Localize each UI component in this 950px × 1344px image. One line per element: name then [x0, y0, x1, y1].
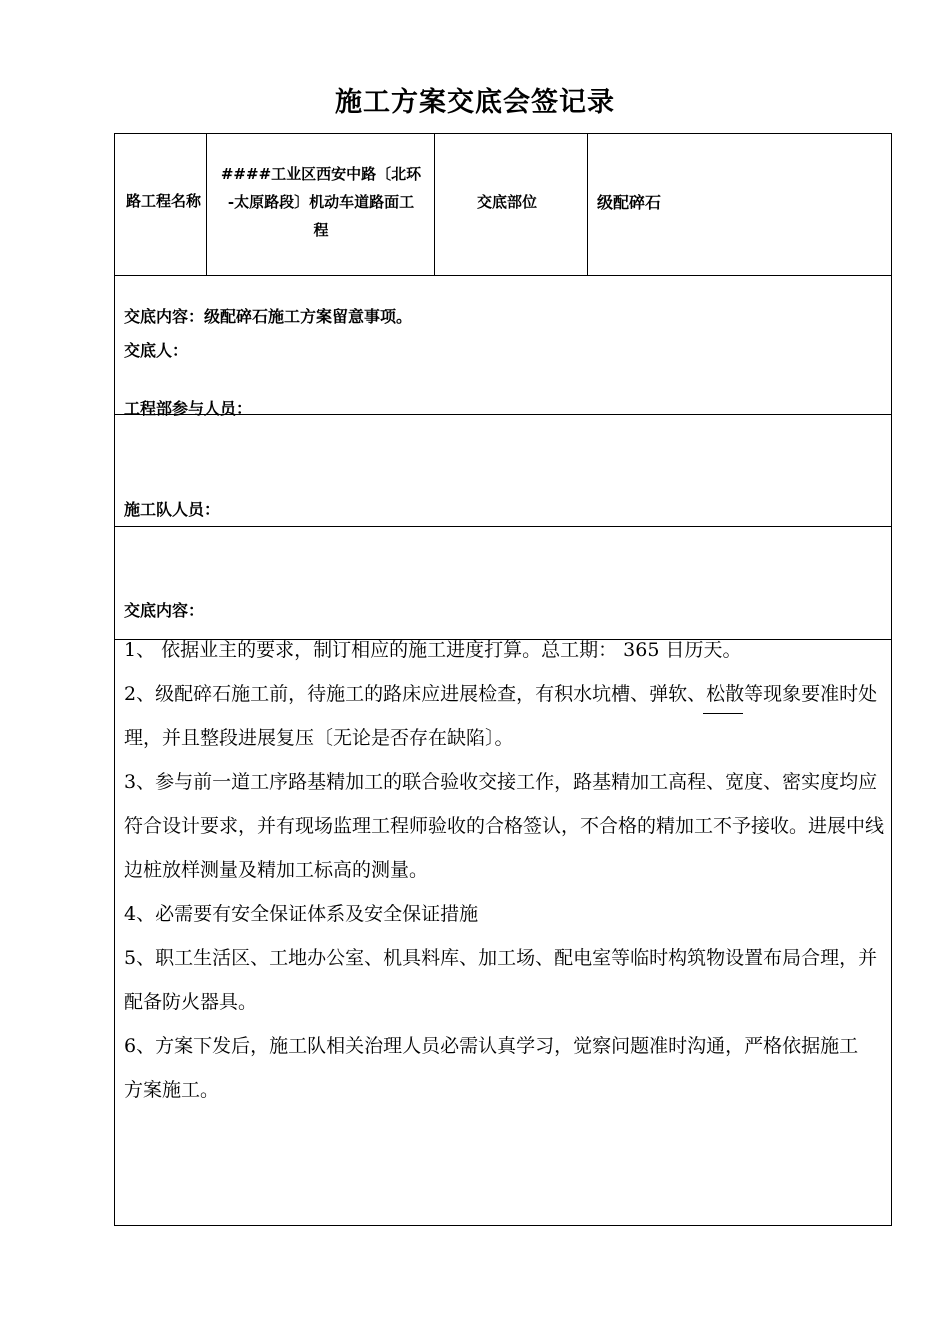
participants-label: 工程部参与人员： [124, 399, 253, 418]
content-list [124, 628, 894, 1112]
page-title: 施工方案交底会签记录 [335, 87, 615, 118]
column-divider [587, 133, 588, 276]
content-summary-label: 交底内容：级配碎石施工方案留意事项。 [124, 307, 413, 326]
list-item: 6、方案下发后，施工队相关治理人员必需认真学习，觉察问题准时沟通，严格依据施工方案施工。 [124, 1035, 859, 1101]
row-divider [114, 275, 892, 276]
location-value: 级配碎石 [597, 193, 662, 212]
list-item: 1、 依据业主的要求，制订相应的施工进度打算。总工期： 365 日历天。 [124, 639, 742, 661]
presenter-label: 交底人： [124, 341, 189, 360]
underline-mark [703, 713, 743, 714]
project-name-line: ####工业区西安中路〔北环 [220, 165, 422, 183]
crew-label: 施工队人员： [124, 500, 221, 519]
project-name-label: 路工程名称 [126, 192, 202, 210]
location-label: 交底部位 [477, 193, 538, 211]
list-item: 5、职工生活区、工地办公室、机具料库、加工场、配电室等临时构筑物设置布局合理，并配备防火器具。 [124, 947, 878, 1013]
project-name-value [208, 156, 434, 248]
content-label: 交底内容： [124, 601, 205, 620]
column-divider [206, 133, 207, 276]
list-item: 2、级配碎石施工前，待施工的路床应进展检查，有积水坑槽、弹软、松散等现象要准时处理，并且整段进展复压〔无论是否存在缺陷〕。 [124, 683, 878, 749]
project-name-line: 程 [313, 221, 329, 239]
row-divider [114, 526, 892, 527]
column-divider [434, 133, 435, 276]
list-item: 4、必需要有安全保证体系及安全保证措施 [124, 903, 479, 925]
project-name-line: -太原路段〕机动车道路面工 [227, 193, 415, 211]
list-item: 3、参与前一道工序路基精加工的联合验收交接工作，路基精加工高程、宽度、密实度均应符合设计要求，并有现场监理工程师验收的合格签认，不合格的精加工不予接收。进展中线边桩放样测量及精加工标高的测量。 [124, 771, 885, 881]
